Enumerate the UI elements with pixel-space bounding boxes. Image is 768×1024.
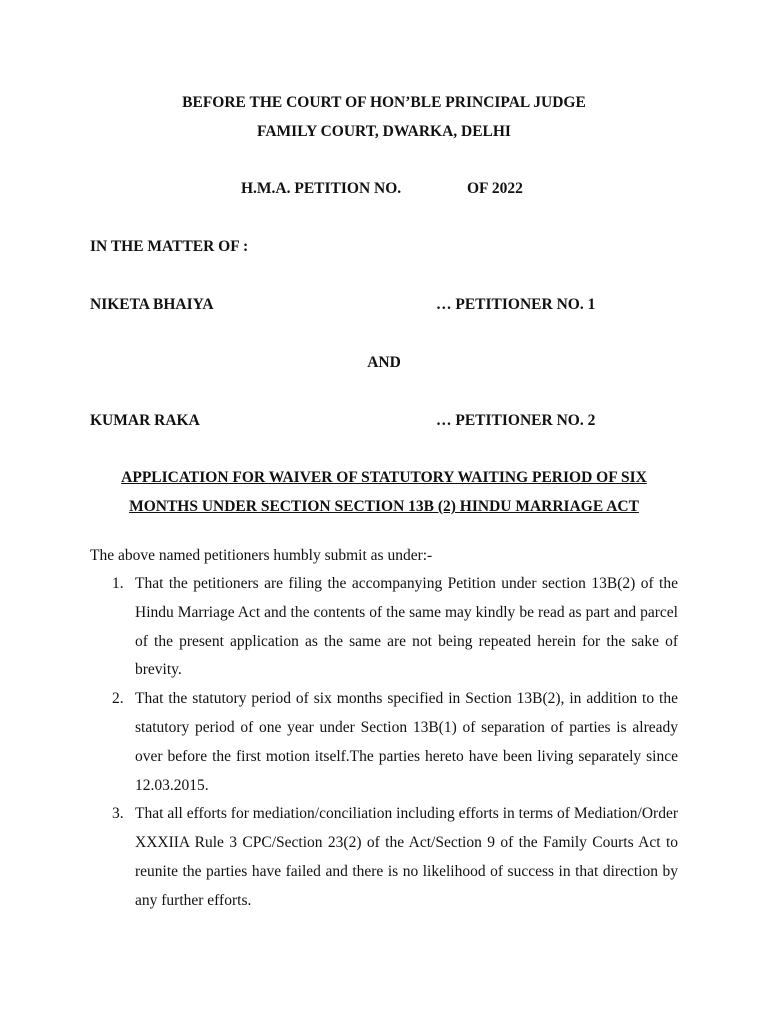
paragraph-number: 1. [112, 575, 124, 592]
intro-text: The above named petitioners humbly submit as under:- [90, 547, 433, 564]
paragraph-text: That all efforts for mediation/conciliation including efforts in terms of Mediation/Order XXXIIA Rule 3 CPC/Section 23(2) of the Act/Section 9 of the Family Courts Act to reunite the parties have failed and there is no likelihood of success in that direction by any further efforts. [135, 805, 678, 909]
petitioner-1-name: NIKETA BHAIYA [90, 296, 214, 313]
court-heading-line-1: BEFORE THE COURT OF HON’BLE PRINCIPAL JUDGE [182, 94, 586, 111]
paragraph-number: 3. [112, 805, 124, 823]
paragraph-text: That the petitioners are filing the accompanying Petition under section 13B(2) of the Hindu Marriage Act and the contents of the same may kindly be read as part and parcel of the present application as the same are not being repeated herein for the sake of brevity. [135, 575, 678, 679]
petitioner-2-name: KUMAR RAKA [90, 412, 200, 429]
petitioner-1-role: … PETITIONER NO. 1 [436, 296, 596, 313]
and-conjunction: AND [367, 354, 401, 371]
petition-year: OF 2022 [467, 180, 523, 197]
paragraph-text: That the statutory period of six months specified in Section 13B(2), in addition to the statutory period of one year under Section 13B(1) of separation of parties is already over before the first motion itself.The parties hereto have been living separately since 12.03.2015. [135, 690, 678, 794]
paragraph-item [90, 800, 678, 915]
paragraph-item [90, 685, 678, 800]
court-heading-line-2: FAMILY COURT, DWARKA, DELHI [257, 123, 511, 140]
paragraph-list [90, 570, 678, 916]
application-title-line-1: APPLICATION FOR WAIVER OF STATUTORY WAITING PERIOD OF SIX [121, 469, 647, 486]
application-title-line-2: MONTHS UNDER SECTION SECTION 13B (2) HINDU MARRIAGE ACT [129, 498, 639, 515]
paragraph-item [90, 570, 678, 685]
petition-number-label: H.M.A. PETITION NO. [241, 180, 402, 197]
petitioner-2-role: … PETITIONER NO. 2 [436, 412, 596, 429]
paragraph-number: 2. [112, 690, 124, 708]
matter-heading: IN THE MATTER OF : [90, 238, 249, 255]
